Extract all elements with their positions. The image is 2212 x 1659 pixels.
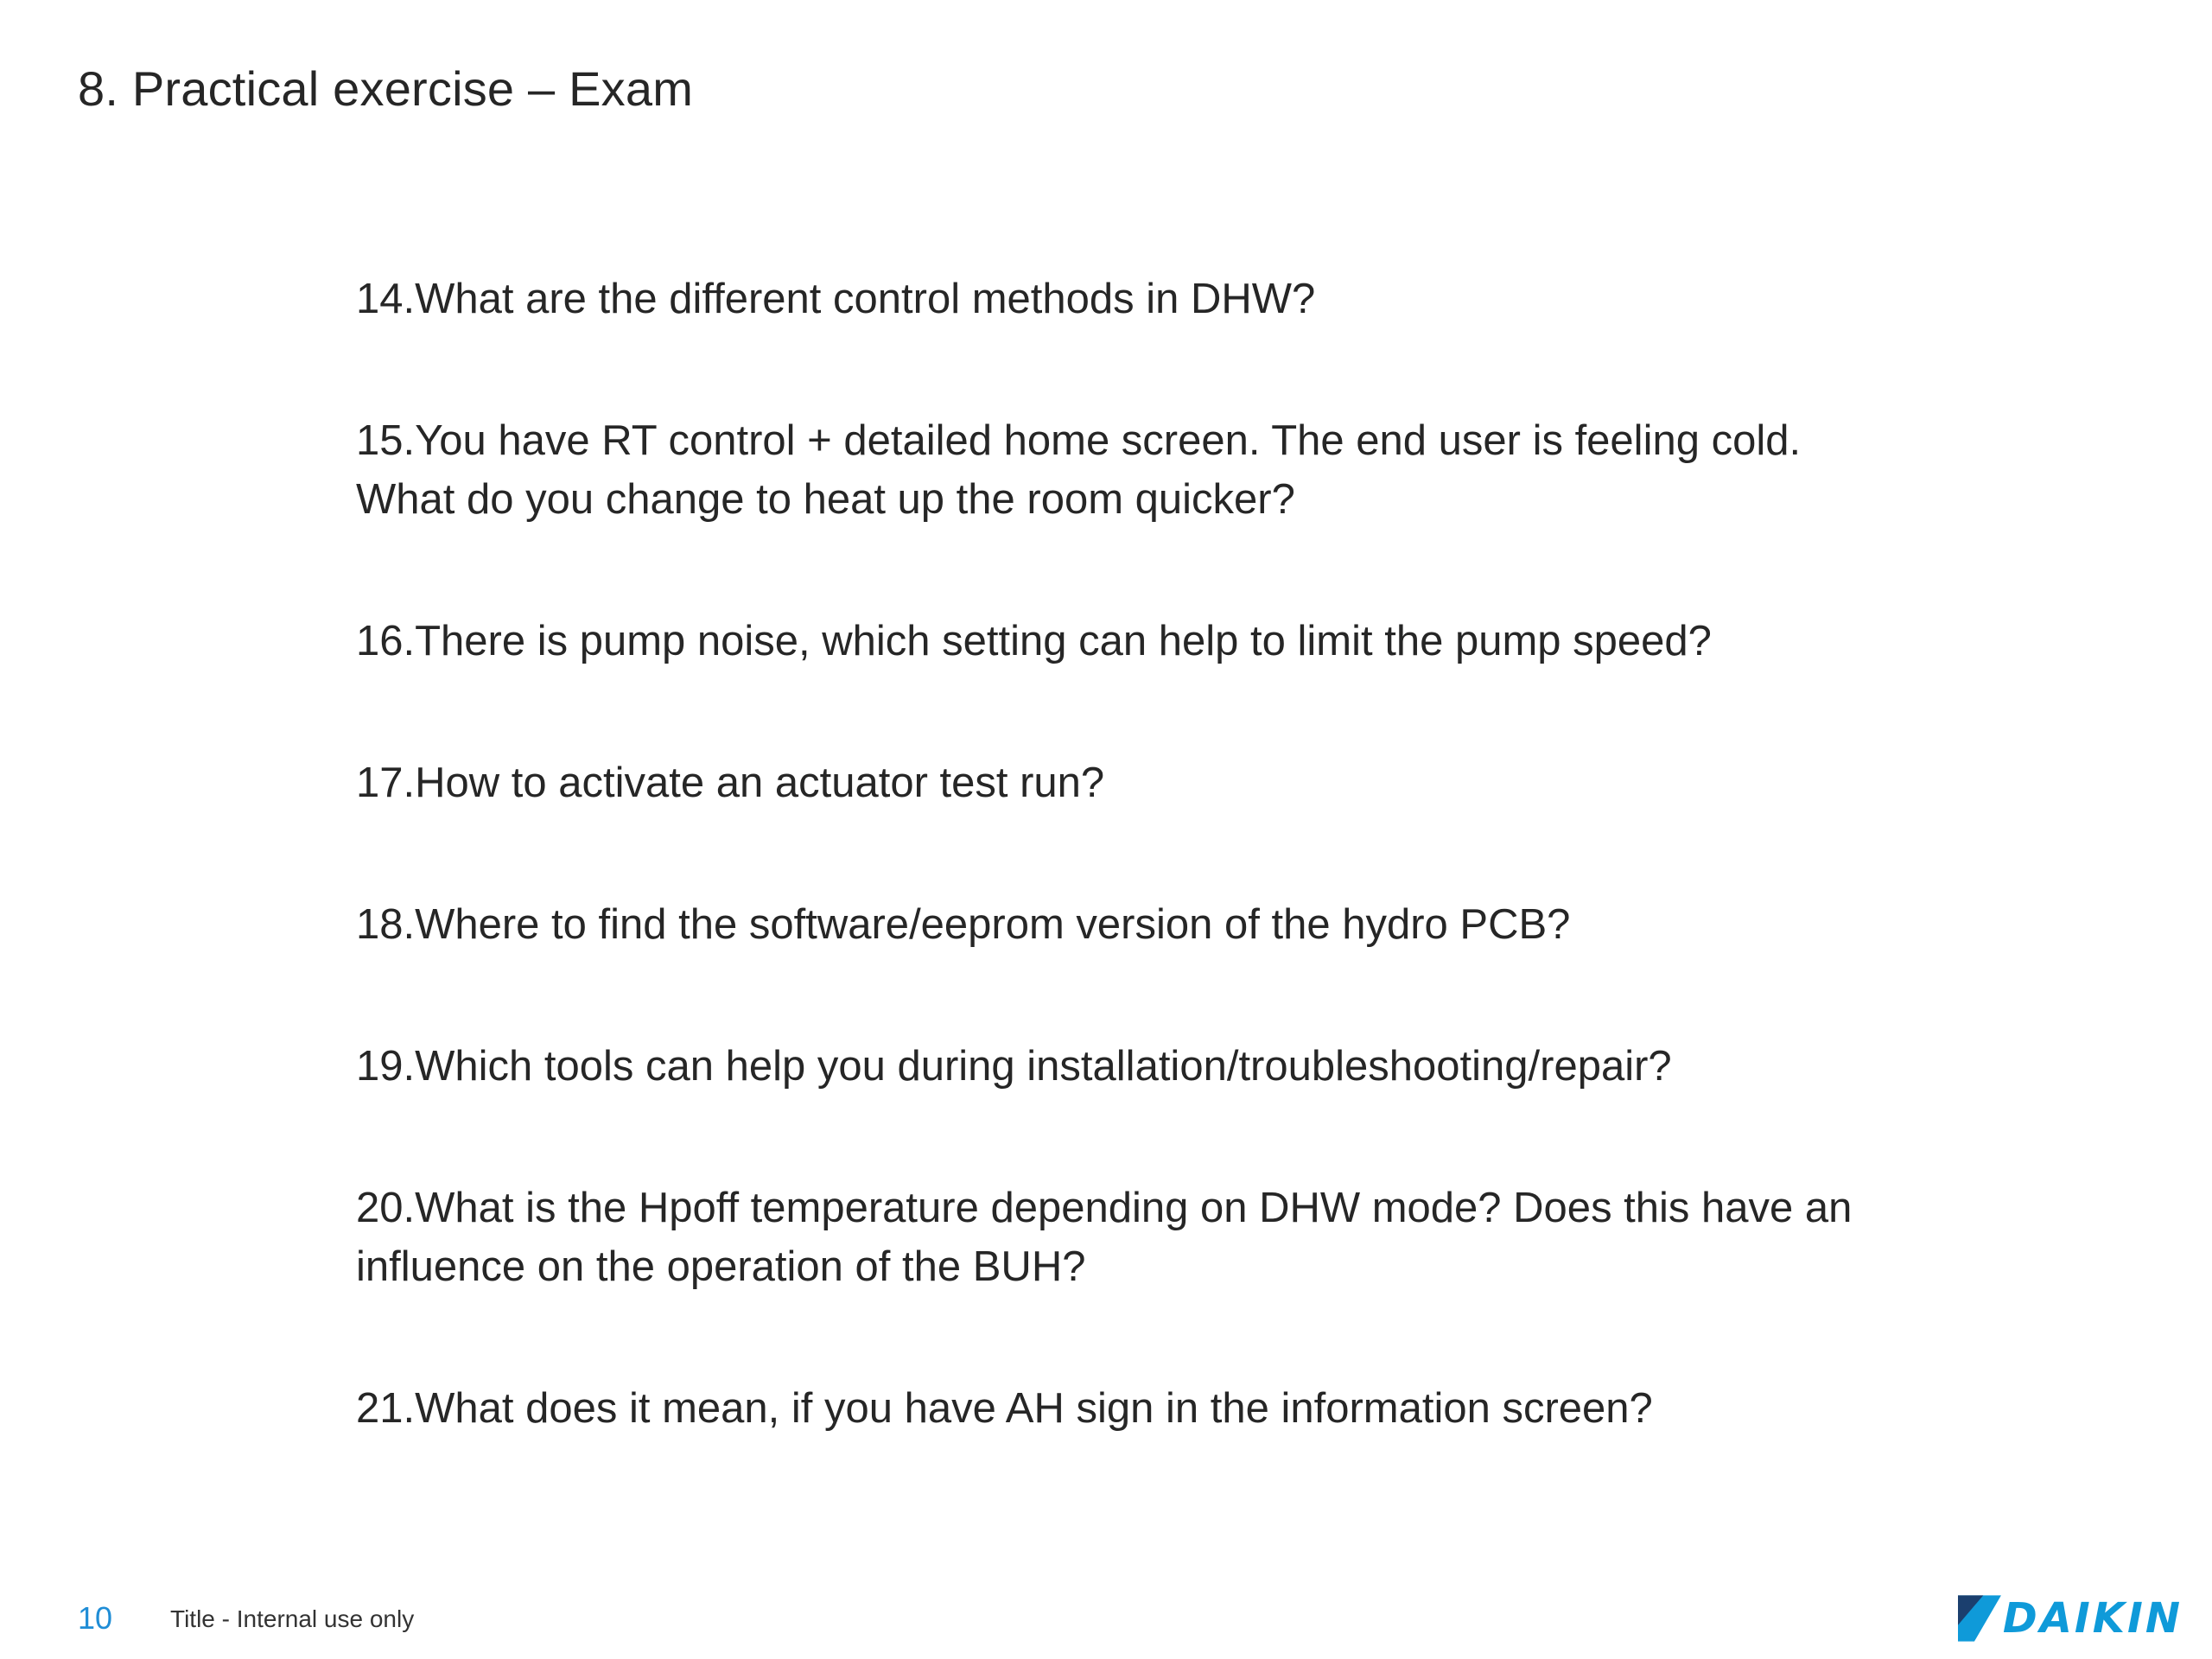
question-18: 18.Where to find the software/eeprom version of the hydro PCB? bbox=[356, 901, 1571, 948]
question-20: 20.What is the Hpoff temperature depending on DHW mode? Does this have an influence on the operation of the BUH? bbox=[356, 1185, 1853, 1290]
question-21: 21.What does it mean, if you have AH sign in the information screen? bbox=[356, 1385, 1653, 1432]
daikin-logo-text: DAIKIN bbox=[2002, 1594, 2183, 1643]
question-15: 15.You have RT control + detailed home screen. The end user is feeling cold. What do you change to heat up the room quicker? bbox=[356, 417, 1802, 523]
question-19: 19.Which tools can help you during installation/troubleshooting/repair? bbox=[356, 1043, 1672, 1090]
question-16: 16.There is pump noise, which setting can help to limit the pump speed? bbox=[356, 618, 1712, 664]
question-14: 14.What are the different control methods in DHW? bbox=[356, 276, 1316, 322]
question-list bbox=[356, 270, 1859, 1438]
page-number: 10 bbox=[78, 1600, 113, 1636]
slide-title: 8. Practical exercise – Exam bbox=[78, 61, 694, 116]
footer-text: Title - Internal use only bbox=[170, 1605, 415, 1632]
daikin-logo bbox=[1958, 1592, 2183, 1645]
daikin-logo-icon bbox=[1958, 1592, 2001, 1645]
question-17: 17.How to activate an actuator test run? bbox=[356, 760, 1105, 806]
